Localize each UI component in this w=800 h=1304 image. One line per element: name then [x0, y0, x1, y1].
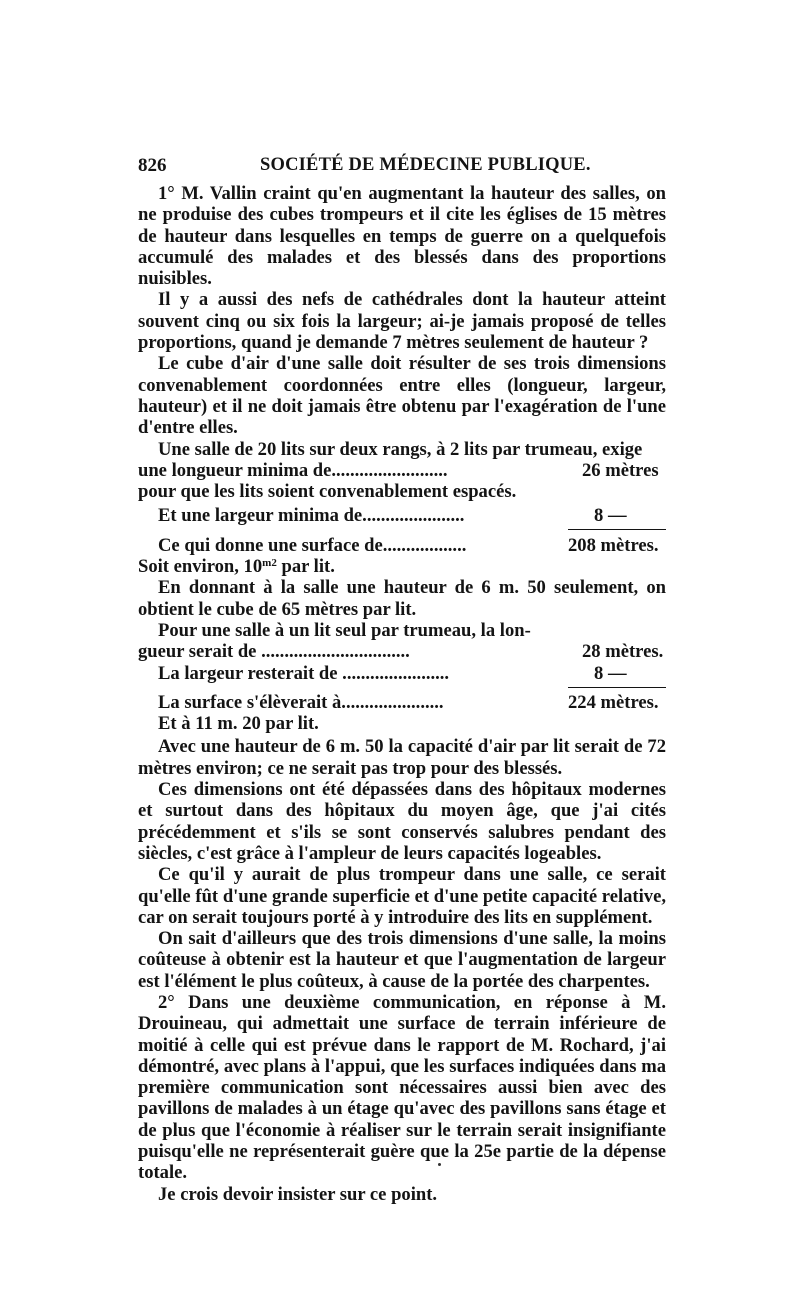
paragraph-misleading: Ce qu'il y aurait de plus trompeur dans une salle, ce serait qu'elle fût d'une grande superficie et d'une petite capacité relative, car on serait toujours porté à y introduire des lits en supplément.	[138, 864, 666, 928]
running-title: SOCIÉTÉ DE MÉDECINE PUBLIQUE.	[260, 155, 591, 175]
calc1-width-row	[138, 505, 666, 526]
calc2-width-row	[138, 663, 666, 684]
calc1-length-value: 26 mètres	[582, 459, 659, 481]
paragraph-insist: Je crois devoir insister sur ce point.	[158, 1183, 438, 1205]
calc1-length-row	[138, 460, 666, 481]
calc1-length-label: une longueur minima de.........................	[138, 459, 448, 481]
ink-speck	[438, 1163, 441, 1166]
calc2-width-value: 8 —	[594, 662, 627, 684]
calc2-surface-row	[138, 692, 666, 713]
calc1-surface-row	[138, 535, 666, 556]
calc2-surface-label: La surface s'élèverait à......................	[158, 691, 444, 713]
paragraph-cost: On sait d'ailleurs que des trois dimensions d'une salle, la moins coûteuse à obtenir est la hauteur et que l'augmentation de largeur est l'élément le plus coûteux, à cause de la portée des charpentes.	[138, 928, 666, 992]
calc1-spacing: pour que les lits soient convenablement espacés.	[138, 481, 517, 503]
calc1-sum-rule	[568, 529, 666, 530]
paragraph-second-communication: 2° Dans une deuxième communication, en réponse à M. Drouineau, qui admettait une surface de terrain inférieure de moitié à celle qui est prévue dans le rapport de M. Rochard, j'ai démontré, avec plans à l'appui, que les surfaces indiquées dans ma première communication sont nécessaires aussi bien avec des pavillons de malades à un étage qu'avec des pavillons sans étage et de plus que l'économie à réaliser sur le terrain serait insignifiante puisqu'elle ne représenterait guère que la 25e partie de la dépense totale.	[138, 991, 666, 1184]
calc2-length-value: 28 mètres.	[582, 641, 664, 663]
calc2-width-label: La largeur resterait de .......................	[158, 662, 450, 684]
paragraph-capacity: Avec une hauteur de 6 m. 50 la capacité d'air par lit serait de 72 mètres environ; ce ne serait pas trop pour des blessés.	[138, 736, 666, 779]
calc1-per-bed-row	[138, 556, 666, 577]
calc1-surface-label: Ce qui donne une surface de..................	[158, 534, 467, 556]
calc2-per-bed: Et à 11 m. 20 par lit.	[158, 713, 319, 735]
calc1-surface-value: 208 mètres.	[568, 534, 659, 556]
calc2-intro: Pour une salle à un lit seul par trumeau, la lon-	[158, 619, 531, 641]
paragraph-cathedrals: Il y a aussi des nefs de cathédrales dont la hauteur atteint souvent cinq ou six fois la largeur; ai-je jamais proposé de telles proportions, quand je demande 7 mètres seulement de hauteur ?	[138, 289, 666, 354]
paragraph-dimensions: Ces dimensions ont été dépassées dans des hôpitaux modernes et surtout dans des hôpitaux du moyen âge, que j'ai cités précédemment et s'ils se sont conservés salubres pendant des siècles, c'est grâce à l'ampleur de leurs capacités logeables.	[138, 779, 666, 864]
page-body	[138, 183, 666, 1205]
calc1-width-value: 8 —	[594, 505, 627, 527]
calc1-per-bed: Soit environ, $10^{m2}$ par lit.	[138, 556, 335, 578]
paragraph-vallin: 1° M. Vallin craint qu'en augmentant la hauteur des salles, on ne produise des cubes trompeurs et il cite les églises de 15 mètres de hauteur dans lesquelles en temps de guerre on a quelquefois accumulé des malades et des blessés dans des proportions nuisibles.	[138, 183, 666, 290]
calc2-per-bed-row	[138, 713, 666, 734]
calc1-spacing-row	[138, 481, 666, 502]
page-number: 826	[138, 155, 167, 176]
calc1-intro: Une salle de 20 lits sur deux rangs, à 2 lits par trumeau, exige	[158, 438, 643, 460]
calc2-length-label: gueur serait de ................................	[138, 641, 410, 663]
calc2-sum-rule	[568, 687, 666, 688]
calc1-width-label: Et une largeur minima de......................	[158, 505, 465, 527]
calc2-surface-value: 224 mètres.	[568, 691, 659, 713]
paragraph-height-65: En donnant à la salle une hauteur de 6 m. 50 seulement, on obtient le cube de 65 mètres par lit.	[138, 577, 666, 620]
paragraph-air-cube: Le cube d'air d'une salle doit résulter de ses trois dimensions convenablement coordonnées entre elles (longueur, largeur, hauteur) et il ne doit jamais être obtenu par l'exagération de l'une d'entre elles.	[138, 353, 666, 439]
page-header	[138, 155, 668, 183]
calc2-length-row	[138, 641, 666, 662]
